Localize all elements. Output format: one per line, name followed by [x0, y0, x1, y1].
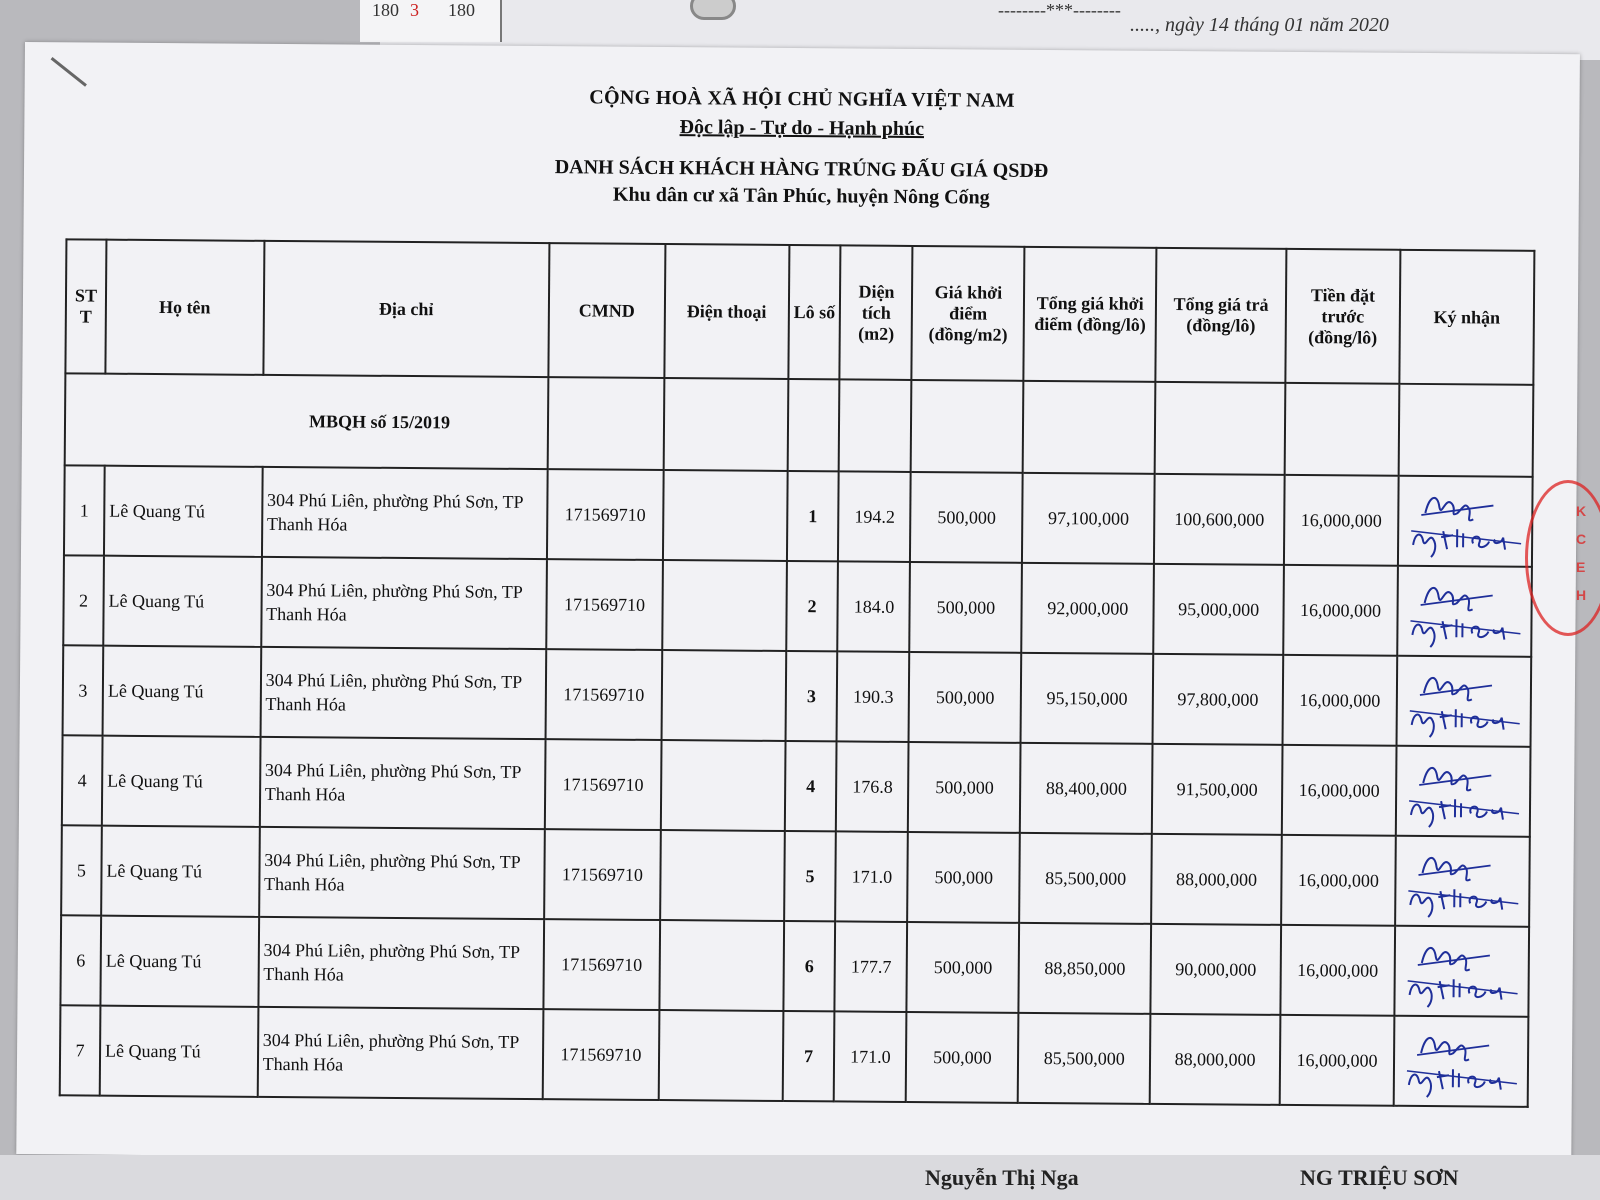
table-row: [60, 915, 1529, 1017]
cell-bid-total: 100,600,000: [1154, 474, 1285, 565]
handwritten-signature-icon: [1399, 933, 1524, 1010]
cell-unit-price: 500,000: [909, 652, 1022, 743]
cell-start-total: 97,100,000: [1022, 473, 1155, 564]
signature-cell: [1396, 656, 1531, 747]
red-seal-stamp: K C E H: [1525, 480, 1600, 636]
strip-number: 180: [448, 0, 475, 20]
column-header: Ký nhận: [1399, 250, 1534, 385]
cell-area: 194.2: [838, 471, 911, 562]
cell-id: 171569710: [546, 649, 663, 740]
column-header: Địa chỉ: [263, 241, 549, 377]
cell-unit-price: 500,000: [910, 472, 1023, 563]
cell-id: 171569710: [547, 469, 664, 560]
cell-phone: [661, 740, 785, 831]
cell-bid-total: 97,800,000: [1153, 654, 1284, 745]
cell-bid-total: 91,500,000: [1152, 744, 1283, 835]
winners-table: [59, 238, 1536, 1108]
document-subtitle: Khu dân cư xã Tân Phúc, huyện Nông Cống: [612, 183, 990, 209]
binder-ring-icon: [690, 0, 736, 20]
cell-lot: 3: [785, 651, 838, 741]
column-header: Lô số: [788, 245, 841, 379]
cell-unit-price: 500,000: [910, 562, 1023, 653]
cell-stt: 7: [60, 1005, 101, 1095]
cell-address: 304 Phú Liên, phường Phú Sơn, TP Thanh Hóa: [260, 647, 546, 739]
cell-stt: 2: [63, 555, 104, 645]
cell-stt: 6: [60, 915, 101, 1005]
table-row: [62, 735, 1531, 837]
column-header: Họ tên: [105, 240, 264, 375]
cell-name: Lê Quang Tú: [103, 556, 261, 647]
cell-name: Lê Quang Tú: [102, 736, 260, 827]
cell-area: 171.0: [836, 831, 909, 922]
cell-start-total: 85,500,000: [1019, 833, 1152, 924]
strip-number: 180: [372, 0, 399, 20]
cell-name: Lê Quang Tú: [103, 646, 261, 737]
country-name: CỘNG HOÀ XÃ HỘI CHỦ NGHĨA VIỆT NAM: [589, 86, 1015, 112]
cell-unit-price: 500,000: [907, 922, 1020, 1013]
cell-address: 304 Phú Liên, phường Phú Sơn, TP Thanh Hóa: [258, 917, 544, 1009]
cell-phone: [662, 560, 786, 651]
handwritten-signature-icon: [1402, 663, 1527, 740]
cell-start-total: 95,150,000: [1021, 653, 1154, 744]
handwritten-signature-icon: [1401, 753, 1526, 830]
table-row: [63, 555, 1532, 657]
cell-start-total: 88,400,000: [1020, 743, 1153, 834]
handwritten-signature-icon: [1403, 483, 1528, 560]
signature-cell: [1396, 746, 1531, 837]
cell-stt: 5: [61, 825, 102, 915]
signature-cell: [1394, 1016, 1529, 1107]
cell-address: 304 Phú Liên, phường Phú Sơn, TP Thanh Hóa: [261, 557, 547, 649]
handwritten-signature-icon: [1402, 573, 1527, 650]
cell-phone: [661, 650, 785, 741]
cell-start-total: 85,500,000: [1018, 1013, 1151, 1104]
column-header: Tổng giá khởi điểm (đồng/lô): [1024, 247, 1157, 382]
cell-id: 171569710: [543, 919, 660, 1010]
cell-address: 304 Phú Liên, phường Phú Sơn, TP Thanh Hóa: [257, 1007, 543, 1099]
date-line: ....., ngày 14 tháng 01 năm 2020: [1130, 14, 1389, 36]
table-row: [61, 825, 1530, 927]
background-strip: [360, 0, 502, 42]
cell-lot: 7: [782, 1011, 835, 1101]
column-header: CMND: [548, 243, 665, 378]
cell-id: 171569710: [546, 559, 663, 650]
cell-bid-total: 88,000,000: [1150, 1014, 1281, 1105]
section-label: MBQH số 15/2019: [65, 373, 549, 469]
cell-name: Lê Quang Tú: [101, 826, 259, 917]
cell-deposit: 16,000,000: [1284, 475, 1399, 566]
column-header: Diện tích (m2): [840, 245, 913, 380]
signature-cell: [1394, 926, 1529, 1017]
cell-address: 304 Phú Liên, phường Phú Sơn, TP Thanh Hóa: [259, 737, 545, 829]
section-row: [65, 373, 1534, 477]
cell-unit-price: 500,000: [906, 1012, 1019, 1103]
cell-lot: 4: [784, 741, 837, 831]
column-header: Tiền đặt trước (đồng/lô): [1285, 249, 1400, 384]
cell-unit-price: 500,000: [907, 832, 1020, 923]
column-header: Điện thoại: [664, 244, 789, 379]
cell-id: 171569710: [543, 1009, 660, 1100]
cell-phone: [659, 920, 783, 1011]
cell-phone: [659, 1010, 783, 1101]
cell-lot: 6: [783, 921, 836, 1011]
handwritten-signature-icon: [1400, 843, 1525, 920]
cell-lot: 5: [784, 831, 837, 921]
strip-number: 3: [410, 0, 419, 20]
motto: Độc lập - Tự do - Hạnh phúc: [679, 116, 925, 141]
table-row: [64, 465, 1533, 567]
document-header: [24, 82, 1580, 214]
cell-area: 184.0: [838, 561, 911, 652]
cell-area: 176.8: [836, 741, 909, 832]
signature-cell: [1397, 566, 1532, 657]
cell-area: 177.7: [835, 921, 908, 1012]
cell-start-total: 88,850,000: [1019, 923, 1152, 1014]
cell-name: Lê Quang Tú: [104, 466, 262, 557]
cell-phone: [663, 470, 787, 561]
cell-address: 304 Phú Liên, phường Phú Sơn, TP Thanh Hóa: [259, 827, 545, 919]
cell-deposit: 16,000,000: [1282, 745, 1397, 836]
cell-deposit: 16,000,000: [1283, 565, 1398, 656]
cell-id: 171569710: [544, 829, 661, 920]
cell-deposit: 16,000,000: [1280, 925, 1395, 1016]
cell-phone: [660, 830, 784, 921]
cell-bid-total: 88,000,000: [1151, 834, 1282, 925]
cell-start-total: 92,000,000: [1022, 563, 1155, 654]
signature-cell: [1395, 836, 1530, 927]
cell-deposit: 16,000,000: [1283, 655, 1398, 746]
column-header: Tổng giá trả (đồng/lô): [1155, 248, 1286, 383]
signer-name: Nguyễn Thị Nga: [925, 1165, 1079, 1190]
cell-lot: 1: [787, 471, 840, 561]
cell-area: 190.3: [837, 651, 910, 742]
cell-lot: 2: [786, 561, 839, 651]
column-header: Giá khởi điểm (đồng/m2): [912, 246, 1025, 381]
cell-address: 304 Phú Liên, phường Phú Sơn, TP Thanh Hóa: [262, 467, 548, 559]
cell-name: Lê Quang Tú: [100, 916, 258, 1007]
handwritten-signature-icon: [1399, 1023, 1524, 1100]
table-header-row: [65, 239, 1534, 385]
cell-stt: 4: [62, 735, 103, 825]
column-header: ST T: [65, 239, 106, 373]
signature-cell: [1398, 476, 1533, 567]
document-title: DANH SÁCH KHÁCH HÀNG TRÚNG ĐẤU GIÁ QSDĐ: [554, 156, 1049, 183]
background-paper-bottom: [0, 1155, 1600, 1200]
table-row: [63, 645, 1532, 747]
cell-stt: 1: [64, 465, 105, 555]
cell-name: Lê Quang Tú: [100, 1006, 258, 1097]
document-page: [16, 42, 1580, 1166]
cell-deposit: 16,000,000: [1280, 1015, 1395, 1106]
cell-area: 171.0: [834, 1011, 907, 1102]
header-stars: --------***--------: [998, 0, 1121, 20]
cell-bid-total: 95,000,000: [1153, 564, 1284, 655]
cell-bid-total: 90,000,000: [1151, 924, 1282, 1015]
table-row: [60, 1005, 1529, 1107]
cell-id: 171569710: [545, 739, 662, 830]
cell-stt: 3: [63, 645, 104, 735]
cell-unit-price: 500,000: [908, 742, 1021, 833]
stamp-fragment-text: NG TRIỆU SƠN: [1300, 1165, 1459, 1190]
cell-deposit: 16,000,000: [1281, 835, 1396, 926]
